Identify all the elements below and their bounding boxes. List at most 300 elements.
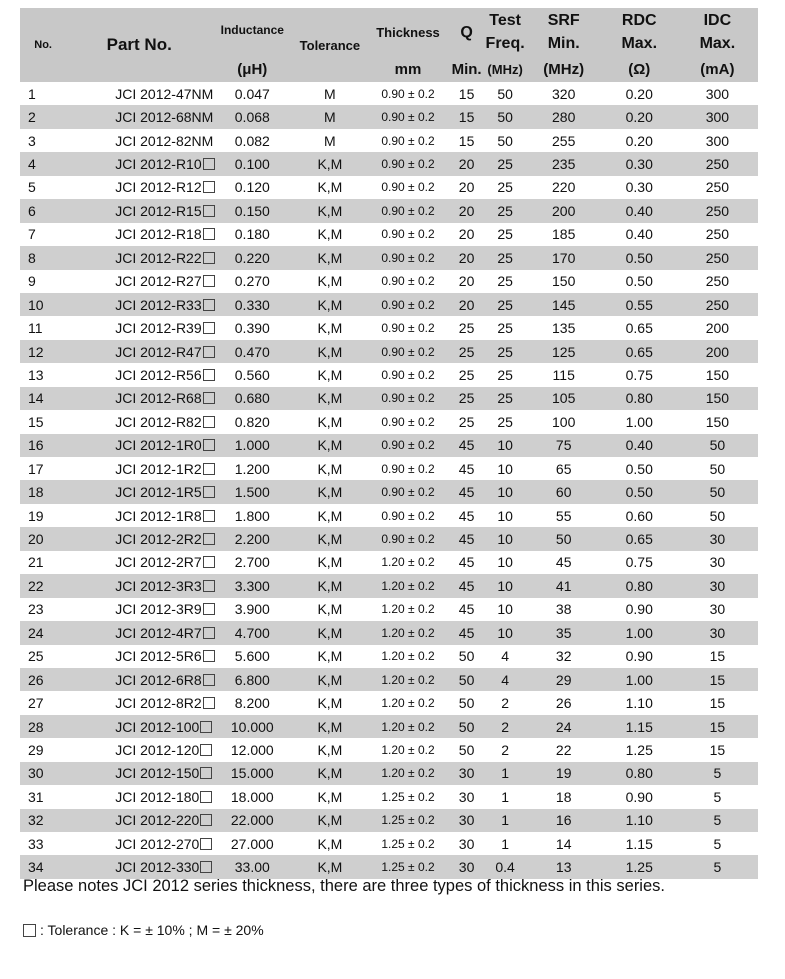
cell-part-no-text: JCI 2012-220	[115, 812, 200, 829]
cell-srf-text: 220	[552, 179, 576, 196]
cell-rdc-text: 0.55	[625, 296, 653, 313]
cell-test-freq-text: 25	[497, 226, 513, 243]
cell-part-no	[66, 504, 212, 527]
cell-part-no	[66, 82, 212, 105]
cell-part-no-text: JCI 2012-1R8	[115, 507, 202, 524]
cell-q-min-text: 50	[458, 695, 475, 712]
cell-tolerance	[292, 645, 367, 668]
cell-part-no	[66, 270, 212, 293]
table-row	[20, 410, 758, 433]
cell-no	[20, 691, 66, 714]
cell-test-freq-text: 1	[501, 765, 510, 782]
cell-srf	[526, 785, 602, 808]
cell-tolerance-text: K,M	[317, 648, 343, 665]
cell-thickness-text: 0.90 ± 0.2	[381, 321, 435, 336]
cell-thickness-text: 1.20 ± 0.2	[381, 578, 435, 593]
cell-thickness	[367, 457, 448, 480]
cell-part-no	[66, 152, 212, 175]
cell-q-min	[449, 504, 485, 527]
cell-test-freq	[485, 457, 526, 480]
placeholder-box-icon	[203, 392, 215, 404]
cell-q-min	[449, 715, 485, 738]
cell-no	[20, 480, 66, 503]
cell-no	[20, 809, 66, 832]
cell-part-no-text: JCI 2012-R12	[115, 179, 202, 196]
cell-inductance-text: 0.082	[234, 132, 270, 149]
cell-srf-text: 75	[555, 437, 572, 454]
header-part-no: Part No.	[66, 8, 212, 82]
cell-test-freq	[485, 246, 526, 269]
placeholder-box-icon	[200, 767, 212, 779]
placeholder-box-icon	[203, 580, 215, 592]
cell-test-freq-text: 1	[501, 835, 510, 852]
cell-idc-text: 250	[705, 296, 730, 313]
cell-srf-text: 45	[555, 554, 572, 571]
cell-test-freq-text: 25	[497, 179, 513, 196]
cell-rdc	[602, 340, 677, 363]
cell-test-freq-text: 25	[497, 273, 513, 290]
cell-srf-text: 115	[552, 366, 575, 383]
placeholder-box-icon	[203, 158, 215, 170]
table-row	[20, 434, 758, 457]
cell-srf-text: 105	[552, 390, 576, 407]
cell-tolerance-text: K,M	[317, 577, 343, 594]
cell-no-text: 11	[28, 320, 43, 337]
cell-idc	[677, 762, 758, 785]
cell-test-freq	[485, 223, 526, 246]
cell-q-min-text: 25	[458, 320, 475, 337]
cell-q-min	[449, 316, 485, 339]
cell-idc	[677, 129, 758, 152]
cell-srf	[526, 855, 602, 878]
cell-idc-text: 250	[705, 226, 730, 243]
cell-idc	[677, 363, 758, 386]
cell-q-min-text: 20	[458, 156, 475, 173]
cell-test-freq-text: 25	[497, 249, 513, 266]
placeholder-box-icon	[203, 603, 215, 615]
cell-test-freq-text: 25	[497, 296, 513, 313]
cell-inductance	[212, 457, 292, 480]
cell-tolerance-text: K,M	[317, 202, 343, 219]
cell-thickness-text: 0.90 ± 0.2	[381, 414, 435, 429]
cell-thickness	[367, 574, 448, 597]
cell-no-text: 3	[28, 132, 36, 149]
cell-test-freq-text: 25	[497, 413, 513, 430]
cell-srf-text: 60	[555, 484, 572, 501]
cell-idc-text: 5	[713, 835, 722, 852]
cell-q-min-text: 45	[458, 554, 475, 571]
cell-rdc-text: 1.00	[625, 413, 653, 430]
cell-idc-text: 15	[709, 648, 726, 665]
cell-srf	[526, 129, 602, 152]
cell-thickness	[367, 715, 448, 738]
cell-idc-text: 150	[705, 413, 730, 430]
cell-no-text: 2	[28, 109, 36, 126]
cell-no	[20, 176, 66, 199]
cell-inductance	[212, 223, 292, 246]
table-row	[20, 715, 758, 738]
header-srf-line2: Min.	[547, 35, 580, 52]
cell-q-min-text: 45	[458, 460, 475, 477]
cell-tolerance-text: K,M	[317, 624, 343, 641]
cell-rdc	[602, 246, 677, 269]
cell-thickness-text: 0.90 ± 0.2	[381, 344, 435, 359]
cell-part-no	[66, 527, 212, 550]
cell-rdc	[602, 621, 677, 644]
cell-test-freq-text: 10	[497, 437, 513, 454]
table-row	[20, 246, 758, 269]
cell-part-no	[66, 387, 212, 410]
cell-srf	[526, 691, 602, 714]
cell-q-min-text: 45	[458, 507, 475, 524]
cell-q-min	[449, 410, 485, 433]
cell-q-min-text: 45	[458, 484, 475, 501]
cell-no-text: 4	[28, 156, 36, 173]
cell-thickness-text: 0.90 ± 0.2	[381, 508, 435, 523]
cell-srf	[526, 176, 602, 199]
cell-q-min	[449, 691, 485, 714]
cell-tolerance-text: K,M	[317, 741, 343, 758]
cell-thickness-text: 1.25 ± 0.2	[381, 836, 435, 851]
cell-inductance-text: 0.220	[234, 249, 270, 266]
cell-no-text: 26	[28, 671, 44, 688]
cell-test-freq	[485, 270, 526, 293]
cell-no	[20, 293, 66, 316]
cell-no-text: 1	[28, 85, 36, 102]
cell-srf	[526, 551, 602, 574]
cell-srf	[526, 715, 602, 738]
cell-idc	[677, 598, 758, 621]
cell-idc	[677, 809, 758, 832]
cell-rdc-text: 1.10	[625, 812, 653, 829]
cell-tolerance	[292, 246, 367, 269]
cell-no-text: 5	[28, 179, 36, 196]
cell-inductance-text: 15.000	[230, 765, 274, 782]
cell-part-no	[66, 340, 212, 363]
cell-srf-text: 26	[555, 695, 572, 712]
cell-part-no-text: JCI 2012-R10	[115, 156, 202, 173]
cell-rdc	[602, 410, 677, 433]
cell-inductance	[212, 480, 292, 503]
cell-tolerance	[292, 691, 367, 714]
cell-thickness-text: 0.90 ± 0.2	[381, 86, 435, 101]
cell-tolerance	[292, 129, 367, 152]
cell-q-min-text: 20	[458, 226, 475, 243]
cell-tolerance-text: K,M	[317, 695, 343, 712]
cell-srf	[526, 598, 602, 621]
cell-inductance-text: 0.270	[234, 273, 270, 290]
cell-test-freq	[485, 621, 526, 644]
cell-thickness-text: 1.20 ± 0.2	[381, 742, 435, 757]
placeholder-box-icon	[203, 650, 215, 662]
cell-rdc-text: 0.40	[625, 202, 653, 219]
cell-idc-text: 300	[705, 109, 730, 126]
cell-no-text: 18	[28, 484, 44, 501]
cell-srf	[526, 199, 602, 222]
cell-q-min-text: 30	[458, 812, 475, 829]
cell-rdc	[602, 668, 677, 691]
cell-inductance	[212, 129, 292, 152]
cell-idc	[677, 785, 758, 808]
cell-inductance-text: 2.200	[234, 531, 270, 548]
cell-idc	[677, 410, 758, 433]
header-test-freq-unit: (MHz)	[485, 56, 526, 82]
cell-test-freq	[485, 574, 526, 597]
cell-rdc-text: 0.20	[625, 85, 653, 102]
cell-part-no-text: JCI 2012-1R0	[115, 437, 202, 454]
cell-thickness	[367, 785, 448, 808]
cell-rdc-text: 0.50	[625, 273, 653, 290]
cell-srf-text: 65	[555, 460, 572, 477]
cell-tolerance-text: M	[324, 132, 336, 149]
cell-idc-text: 30	[709, 624, 726, 641]
table-row	[20, 527, 758, 550]
cell-tolerance	[292, 855, 367, 878]
cell-srf	[526, 434, 602, 457]
cell-srf-text: 255	[552, 132, 576, 149]
cell-q-min	[449, 785, 485, 808]
cell-idc-text: 30	[709, 531, 726, 548]
cell-q-min-text: 15	[458, 85, 475, 102]
cell-thickness	[367, 152, 448, 175]
cell-q-min-text: 15	[458, 109, 475, 126]
cell-no	[20, 855, 66, 878]
cell-thickness	[367, 246, 448, 269]
placeholder-box-icon	[200, 814, 212, 826]
cell-q-min	[449, 363, 485, 386]
cell-part-no-text: JCI 2012-330	[115, 859, 200, 876]
cell-inductance	[212, 246, 292, 269]
cell-srf-text: 24	[555, 718, 572, 735]
cell-rdc-text: 0.30	[625, 156, 653, 173]
placeholder-box-icon	[203, 322, 215, 334]
cell-srf-text: 200	[552, 202, 576, 219]
cell-idc-text: 250	[705, 202, 730, 219]
cell-test-freq-text: 4	[501, 648, 510, 665]
cell-no	[20, 246, 66, 269]
placeholder-box-icon	[203, 181, 215, 193]
cell-idc	[677, 176, 758, 199]
cell-test-freq	[485, 715, 526, 738]
cell-idc-text: 30	[709, 554, 726, 571]
cell-no-text: 20	[28, 531, 44, 548]
cell-q-min	[449, 387, 485, 410]
cell-idc	[677, 668, 758, 691]
cell-test-freq-text: 2	[501, 741, 510, 758]
cell-q-min-text: 50	[458, 671, 475, 688]
cell-srf-text: 55	[555, 507, 572, 524]
cell-test-freq	[485, 82, 526, 105]
header-rdc-line2: Max.	[621, 35, 658, 52]
cell-test-freq	[485, 668, 526, 691]
cell-inductance-text: 6.800	[234, 671, 270, 688]
cell-thickness	[367, 762, 448, 785]
cell-srf-text: 185	[552, 226, 576, 243]
cell-tolerance-text: K,M	[317, 226, 343, 243]
cell-idc	[677, 527, 758, 550]
cell-srf-text: 235	[552, 156, 576, 173]
cell-srf-text: 29	[555, 671, 572, 688]
cell-tolerance	[292, 785, 367, 808]
cell-test-freq-text: 4	[501, 671, 510, 688]
cell-inductance	[212, 691, 292, 714]
cell-part-no-text: JCI 2012-47NM	[115, 85, 214, 102]
cell-test-freq	[485, 691, 526, 714]
cell-q-min	[449, 105, 485, 128]
cell-rdc	[602, 762, 677, 785]
cell-inductance-text: 0.047	[234, 85, 270, 102]
cell-idc	[677, 738, 758, 761]
cell-tolerance-text: K,M	[317, 718, 343, 735]
table-row	[20, 809, 758, 832]
cell-srf-text: 145	[552, 296, 576, 313]
cell-idc-text: 250	[705, 179, 730, 196]
cell-q-min	[449, 598, 485, 621]
cell-inductance-text: 0.120	[234, 179, 270, 196]
cell-idc	[677, 504, 758, 527]
cell-test-freq-text: 25	[497, 202, 513, 219]
cell-idc-text: 50	[709, 460, 726, 477]
cell-srf	[526, 246, 602, 269]
cell-inductance-text: 22.000	[230, 812, 274, 829]
cell-part-no	[66, 738, 212, 761]
header-srf	[526, 8, 602, 56]
cell-thickness	[367, 504, 448, 527]
cell-test-freq-text: 1	[501, 812, 510, 829]
cell-part-no-text: JCI 2012-6R8	[115, 671, 202, 688]
table-row	[20, 457, 758, 480]
cell-tolerance	[292, 762, 367, 785]
cell-srf-text: 22	[555, 741, 572, 758]
cell-rdc	[602, 152, 677, 175]
cell-tolerance-text: M	[324, 109, 336, 126]
cell-idc-text: 5	[713, 812, 722, 829]
header-idc-line2: Max.	[699, 35, 736, 52]
placeholder-box-icon	[200, 744, 212, 756]
cell-rdc-text: 0.50	[625, 484, 653, 501]
placeholder-box-icon	[203, 674, 215, 686]
table-row	[20, 738, 758, 761]
cell-thickness-text: 1.25 ± 0.2	[381, 813, 435, 828]
cell-no	[20, 387, 66, 410]
cell-part-no	[66, 434, 212, 457]
cell-srf-text: 16	[555, 812, 572, 829]
placeholder-box-icon	[203, 252, 215, 264]
cell-idc-text: 15	[709, 671, 726, 688]
cell-no-text: 29	[28, 741, 44, 758]
cell-tolerance-text: K,M	[317, 179, 343, 196]
cell-q-min	[449, 809, 485, 832]
cell-idc-text: 5	[713, 765, 722, 782]
cell-test-freq	[485, 762, 526, 785]
cell-q-min-text: 30	[458, 835, 475, 852]
cell-srf	[526, 527, 602, 550]
cell-inductance-text: 3.300	[234, 577, 270, 594]
cell-thickness	[367, 105, 448, 128]
cell-inductance	[212, 621, 292, 644]
cell-idc	[677, 691, 758, 714]
header-no: No.	[20, 8, 66, 82]
cell-tolerance	[292, 270, 367, 293]
cell-thickness	[367, 738, 448, 761]
cell-part-no-text: JCI 2012-82NM	[115, 132, 214, 149]
cell-no	[20, 129, 66, 152]
cell-inductance-text: 8.200	[234, 695, 270, 712]
cell-rdc-text: 0.20	[625, 109, 653, 126]
cell-idc-text: 200	[705, 343, 730, 360]
cell-q-min-text: 50	[458, 718, 475, 735]
cell-idc-text: 250	[705, 156, 730, 173]
cell-no-text: 14	[28, 390, 44, 407]
cell-no	[20, 105, 66, 128]
cell-srf-text: 135	[552, 320, 576, 337]
cell-srf	[526, 340, 602, 363]
placeholder-box-icon	[203, 205, 215, 217]
cell-rdc	[602, 223, 677, 246]
cell-q-min	[449, 645, 485, 668]
cell-q-min-text: 30	[458, 859, 475, 876]
cell-tolerance	[292, 363, 367, 386]
cell-idc-text: 250	[705, 273, 730, 290]
cell-tolerance-text: K,M	[317, 460, 343, 477]
cell-part-no-text: JCI 2012-R18	[115, 226, 202, 243]
table-row	[20, 340, 758, 363]
cell-thickness-text: 1.20 ± 0.2	[381, 602, 435, 617]
cell-tolerance-text: K,M	[317, 484, 343, 501]
cell-tolerance	[292, 738, 367, 761]
cell-srf	[526, 387, 602, 410]
cell-test-freq-text: 10	[497, 507, 513, 524]
cell-no-text: 32	[28, 812, 44, 829]
placeholder-box-icon	[203, 439, 215, 451]
cell-srf	[526, 82, 602, 105]
cell-part-no-text: JCI 2012-68NM	[115, 109, 214, 126]
cell-q-min	[449, 738, 485, 761]
header-rdc	[602, 8, 677, 56]
cell-no	[20, 785, 66, 808]
cell-tolerance-text: K,M	[317, 835, 343, 852]
cell-no-text: 22	[28, 577, 44, 594]
cell-inductance-text: 0.560	[234, 366, 270, 383]
cell-srf	[526, 504, 602, 527]
cell-part-no	[66, 105, 212, 128]
cell-inductance	[212, 434, 292, 457]
cell-tolerance-text: K,M	[317, 366, 343, 383]
cell-part-no	[66, 129, 212, 152]
cell-tolerance-text: K,M	[317, 554, 343, 571]
cell-test-freq-text: 25	[497, 320, 513, 337]
table-row	[20, 480, 758, 503]
cell-thickness	[367, 316, 448, 339]
cell-part-no	[66, 480, 212, 503]
cell-srf-text: 14	[555, 835, 572, 852]
cell-tolerance	[292, 223, 367, 246]
table-row	[20, 176, 758, 199]
cell-tolerance	[292, 551, 367, 574]
cell-srf-text: 150	[552, 273, 576, 290]
cell-no	[20, 504, 66, 527]
cell-part-no	[66, 691, 212, 714]
cell-inductance	[212, 340, 292, 363]
cell-rdc	[602, 715, 677, 738]
tolerance-legend-text: : Tolerance : K = ± 10% ; M = ± 20%	[40, 922, 264, 938]
cell-thickness-text: 1.20 ± 0.2	[381, 649, 435, 664]
cell-tolerance	[292, 715, 367, 738]
cell-idc	[677, 82, 758, 105]
cell-test-freq	[485, 645, 526, 668]
cell-idc	[677, 457, 758, 480]
cell-part-no-text: JCI 2012-R82	[115, 413, 202, 430]
